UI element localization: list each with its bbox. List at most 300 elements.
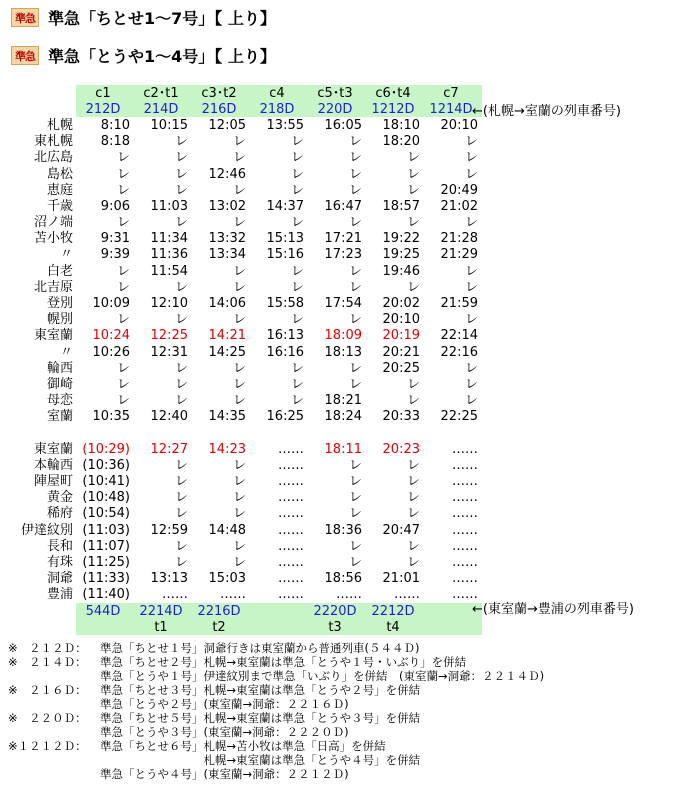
note-line [8,739,544,753]
time-cell: レ [348,506,362,522]
time-cell: レ [464,150,478,166]
note-text: 準急「ちとせ５号」札幌→東室蘭は準急「とうや３号」を併結 [100,711,421,725]
column-label: t2 [192,619,250,635]
time-cell: レ [348,312,362,328]
station-name: 東札幌 [33,134,73,150]
time-cell: レ [406,457,420,473]
station-name: 北広島 [33,150,73,166]
table-row [5,312,482,328]
time-cell: 12:05 [208,117,246,133]
station-name: 御崎 [46,376,73,392]
column-header-row [5,85,482,101]
station-name: 幌別 [46,312,73,328]
station-name: 黄金 [46,490,73,506]
column-label: t1 [134,619,192,635]
timetable [5,85,482,635]
station-name: 〃 [59,247,73,263]
time-cell: 16:47 [324,198,362,214]
train-number: 1212D [366,101,424,117]
time-cell: ‥‥‥ [451,587,478,603]
time-cell: ‥‥‥ [277,474,304,490]
time-cell: レ [406,393,420,409]
station-name [5,85,76,101]
time-cell: レ [174,393,188,409]
station-name [5,603,76,619]
table-row [5,522,482,538]
train-number: 2214D [134,603,192,619]
time-cell: レ [406,376,420,392]
table-row [5,182,482,198]
time-cell: 19:22 [382,231,420,247]
time-cell: レ [464,166,478,182]
table-row [5,441,482,457]
column-label: t4 [366,619,424,635]
time-cell: レ [116,360,130,376]
time-cell: 12:59 [150,522,188,538]
time-cell: ‥‥‥ [277,506,304,522]
time-cell: 19:46 [382,263,420,279]
time-cell: レ [174,166,188,182]
column-label: c2･t1 [134,85,192,101]
spacer [5,425,76,441]
time-cell: レ [348,263,362,279]
time-cell: 18:24 [324,409,362,425]
time-cell: 10:26 [92,344,130,360]
note-text: 準急「ちとせ２号」札幌→東室蘭は準急「とうや１号・いぶり」を併結 [100,655,467,669]
table-row [5,134,482,150]
time-cell: ‥‥‥ [277,441,304,457]
time-cell: レ [174,506,188,522]
time-cell: 9:39 [100,247,130,263]
time-cell: レ [174,376,188,392]
time-cell: 12:46 [208,166,246,182]
time-cell: レ [290,279,304,295]
time-cell: ‥‥‥ [277,571,304,587]
time-cell: レ [406,474,420,490]
note-text: 準急「ちとせ１号」洞爺行きは東室蘭から普通列車(５４４Ｄ) [100,641,420,655]
time-cell: 11:03 [150,198,188,214]
time-cell: レ [232,360,246,376]
column-label: c4 [250,85,308,101]
note-line [8,683,544,697]
column-label [250,619,308,635]
time-cell: 14:37 [266,198,304,214]
time-cell: レ [232,506,246,522]
time-cell: レ [174,215,188,231]
time-cell: 18:21 [324,393,362,409]
header-chitose [11,6,276,29]
train-number-note-bottom: ←(東室蘭→豊浦の列車番号) [472,602,634,617]
time-cell: 11:54 [150,263,188,279]
time-cell: レ [290,393,304,409]
time-cell: (10:54) [82,506,130,522]
station-name: 室蘭 [46,409,73,425]
time-cell: 15:03 [208,571,246,587]
train-number [250,603,308,619]
note-mark: ※ ２２０Ｄ： [8,711,87,725]
table-row [5,554,482,570]
time-cell: (10:48) [82,490,130,506]
time-cell: レ [464,279,478,295]
time-cell: レ [290,360,304,376]
station-name: 千歳 [46,198,73,214]
time-cell: 10:24 [92,328,130,344]
time-cell: ‥‥‥ [451,506,478,522]
station-name: 輪西 [46,360,73,376]
time-cell: レ [232,457,246,473]
time-cell: レ [174,279,188,295]
time-cell: 10:15 [150,117,188,133]
column-label [424,619,482,635]
time-cell: レ [464,376,478,392]
table-row [5,393,482,409]
time-cell: 20:47 [382,522,420,538]
time-cell: 18:11 [324,441,362,457]
note-text: 札幌→東室蘭は準急「とうや４号」を併結 [100,753,421,767]
time-cell: レ [290,166,304,182]
station-name [5,101,76,117]
time-cell: 16:25 [266,409,304,425]
train-number: 214D [134,101,192,117]
time-cell: (11:40) [82,587,130,603]
note-mark [8,767,100,781]
express-badge: 準急 [11,46,39,65]
table-row [5,150,482,166]
column-label: c3･t2 [192,85,250,101]
time-cell: 15:58 [266,296,304,312]
station-name: 沼ノ端 [33,215,73,231]
time-cell: レ [174,490,188,506]
time-cell: レ [232,182,246,198]
time-cell: 12:27 [150,441,188,457]
time-cell: 16:16 [266,344,304,360]
time-cell: 8:18 [100,134,130,150]
time-cell: レ [464,312,478,328]
time-cell: ‥‥‥ [161,587,188,603]
time-cell: レ [406,279,420,295]
table-row [5,279,482,295]
note-mark [8,669,100,683]
time-cell: ‥‥‥ [219,587,246,603]
time-cell: レ [232,490,246,506]
column-label: c6･t4 [366,85,424,101]
time-cell: 14:21 [208,328,246,344]
time-cell: 15:13 [266,231,304,247]
time-cell: 18:13 [324,344,362,360]
station-name: 伊達紋別 [20,522,73,538]
time-cell: レ [290,376,304,392]
time-cell: レ [406,215,420,231]
note-line [8,711,544,725]
time-cell: ‥‥‥ [335,587,362,603]
train-number: 218D [250,101,308,117]
time-cell: (10:29) [82,441,130,457]
time-cell: 20:25 [382,360,420,376]
time-cell: レ [348,134,362,150]
station-name: 母恋 [46,393,73,409]
time-cell: レ [290,215,304,231]
time-cell: 21:29 [440,247,478,263]
time-cell: 8:10 [100,117,130,133]
time-cell: 18:10 [382,117,420,133]
note-text: 準急「とうや４号」(東室蘭→洞爺：２２１２Ｄ) [100,767,349,781]
table-row [5,231,482,247]
title-chitose: 準急「ちとせ1～7号」【 上り】 [48,9,276,28]
note-line [8,697,544,711]
time-cell: レ [116,166,130,182]
time-cell: レ [174,182,188,198]
time-cell: レ [348,538,362,554]
time-cell: レ [406,182,420,198]
note-mark [8,725,100,739]
time-cell: 12:31 [150,344,188,360]
time-cell: 21:28 [440,231,478,247]
time-cell: レ [174,134,188,150]
time-cell: レ [348,457,362,473]
station-name: 〃 [59,344,73,360]
time-cell: レ [464,393,478,409]
time-cell: レ [290,312,304,328]
time-cell: 18:57 [382,198,420,214]
time-cell: 21:59 [440,296,478,312]
table-row [5,376,482,392]
time-cell: ‥‥‥ [277,490,304,506]
station-name: 東室蘭 [33,328,73,344]
time-cell: レ [406,490,420,506]
train-number: 220D [308,101,366,117]
time-cell: 22:14 [440,328,478,344]
time-cell: (11:07) [82,538,130,554]
time-cell: 12:40 [150,409,188,425]
station-name: 苫小牧 [33,231,73,247]
time-cell: 20:21 [382,344,420,360]
note-mark: ※ ２１２Ｄ： [8,641,87,655]
time-cell: レ [406,166,420,182]
table-row [5,538,482,554]
bottom-label-row [5,619,482,635]
time-cell: レ [406,555,420,571]
time-cell: レ [116,312,130,328]
time-cell: レ [348,360,362,376]
time-cell: レ [232,376,246,392]
table-row [5,263,482,279]
time-cell: レ [232,312,246,328]
time-cell: レ [232,263,246,279]
time-cell: レ [174,312,188,328]
time-cell: レ [348,166,362,182]
note-line [8,725,544,739]
time-cell: 14:25 [208,344,246,360]
table-row [5,215,482,231]
note-line [8,669,544,683]
note-text: 準急「とうや２号」(東室蘭→洞爺：２２１６Ｄ) [100,697,349,711]
column-label: c7 [424,85,482,101]
time-cell: レ [116,263,130,279]
station-name: 豊浦 [46,587,73,603]
time-cell: レ [174,474,188,490]
time-cell: レ [232,279,246,295]
notes [8,641,544,781]
train-number: 2220D [308,603,366,619]
time-cell: レ [174,360,188,376]
table-row [5,457,482,473]
time-cell: ‥‥‥ [451,538,478,554]
time-cell: ‥‥‥ [451,555,478,571]
station-name: 島松 [46,166,73,182]
train-number: 2216D [192,603,250,619]
time-cell: レ [116,150,130,166]
time-cell: 9:06 [100,198,130,214]
time-cell: (11:33) [82,571,130,587]
time-cell: (10:36) [82,457,130,473]
station-name: 恵庭 [46,182,73,198]
express-badge: 準急 [11,8,39,27]
time-cell: レ [290,263,304,279]
time-cell: レ [348,474,362,490]
time-cell: 19:25 [382,247,420,263]
time-cell: レ [406,538,420,554]
spacer-row [5,425,482,441]
time-cell: レ [290,134,304,150]
note-mark: ※ ２１６Ｄ： [8,683,87,697]
time-cell: レ [232,215,246,231]
time-cell: 13:13 [150,571,188,587]
station-name: 有珠 [46,555,73,571]
table-row [5,571,482,587]
column-label [76,619,134,635]
table-row [5,474,482,490]
time-cell: 10:35 [92,409,130,425]
note-mark [8,753,100,767]
note-text: 準急「ちとせ３号」札幌→東室蘭は準急「とうや２号」を併結 [100,683,421,697]
time-cell: 14:48 [208,522,246,538]
time-cell: 14:06 [208,296,246,312]
time-cell: レ [290,150,304,166]
time-cell: ‥‥‥ [451,441,478,457]
note-mark: ※ ２１４Ｄ： [8,655,87,669]
time-cell: ‥‥‥ [277,538,304,554]
time-cell: 20:19 [382,328,420,344]
time-cell: レ [290,182,304,198]
train-number: 212D [76,101,134,117]
table-row [5,409,482,425]
time-cell: レ [348,150,362,166]
note-line [8,655,544,669]
time-cell: 14:23 [208,441,246,457]
station-name: 東室蘭 [33,441,73,457]
time-cell: 17:23 [324,247,362,263]
time-cell: 13:02 [208,198,246,214]
time-cell: 20:02 [382,296,420,312]
time-cell: レ [116,182,130,198]
time-cell: 12:10 [150,296,188,312]
time-cell: 18:56 [324,571,362,587]
note-line [8,767,544,781]
note-text: 準急「ちとせ６号」札幌→苫小牧は準急「日高」を併結 [100,739,386,753]
time-cell: レ [232,474,246,490]
time-cell: 16:05 [324,117,362,133]
time-cell: ‥‥‥ [277,457,304,473]
table-row [5,328,482,344]
time-cell: レ [116,279,130,295]
time-cell: ‥‥‥ [277,555,304,571]
train-number: 2212D [366,603,424,619]
time-cell: レ [174,150,188,166]
time-cell: ‥‥‥ [451,571,478,587]
time-cell: 18:09 [324,328,362,344]
time-cell: レ [348,490,362,506]
time-cell: 15:16 [266,247,304,263]
time-cell: レ [232,555,246,571]
time-cell: 18:20 [382,134,420,150]
column-label: t3 [308,619,366,635]
time-cell: 11:34 [150,231,188,247]
title-touya: 準急「とうや1～4号」【 上り】 [48,47,276,66]
note-line [8,753,544,767]
time-cell: レ [348,279,362,295]
time-cell: 20:10 [382,312,420,328]
station-name: 洞爺 [46,571,73,587]
train-number: 216D [192,101,250,117]
time-cell: 14:35 [208,409,246,425]
time-cell: レ [232,150,246,166]
station-name: 登別 [46,296,73,312]
time-cell: 13:34 [208,247,246,263]
time-cell: レ [232,393,246,409]
table-row [5,490,482,506]
time-cell: レ [406,150,420,166]
column-label: c5･t3 [308,85,366,101]
time-cell: レ [174,555,188,571]
train-number-note-top: ←(札幌→室蘭の列車番号) [472,104,621,119]
table-row [5,117,482,133]
train-number-row [5,101,482,117]
station-name: 長和 [46,538,73,554]
time-cell: 20:23 [382,441,420,457]
time-cell: (11:03) [82,522,130,538]
time-cell: 9:31 [100,231,130,247]
time-cell: レ [406,506,420,522]
time-cell: 17:54 [324,296,362,312]
time-cell: ‥‥‥ [277,587,304,603]
time-cell: 13:32 [208,231,246,247]
time-cell: 12:25 [150,328,188,344]
train-number: 544D [76,603,134,619]
time-cell: (11:25) [82,555,130,571]
time-cell: (10:41) [82,474,130,490]
time-cell: 22:25 [440,409,478,425]
table-row [5,166,482,182]
time-cell: レ [464,263,478,279]
note-text: 準急「とうや３号」(東室蘭→洞爺：２２２０Ｄ) [100,725,349,739]
time-cell: レ [116,215,130,231]
station-name: 本輪西 [33,457,73,473]
station-name: 稀府 [46,506,73,522]
note-mark: ※１２１２Ｄ： [8,739,87,753]
time-cell: レ [232,134,246,150]
time-cell: 18:36 [324,522,362,538]
station-name [5,619,76,635]
table-row [5,198,482,214]
time-cell: ‥‥‥ [277,522,304,538]
station-name: 北吉原 [33,279,73,295]
time-cell: レ [174,457,188,473]
time-cell: 20:49 [440,182,478,198]
time-cell: レ [348,555,362,571]
time-cell: 20:10 [440,117,478,133]
time-cell: レ [348,215,362,231]
time-cell: レ [348,376,362,392]
